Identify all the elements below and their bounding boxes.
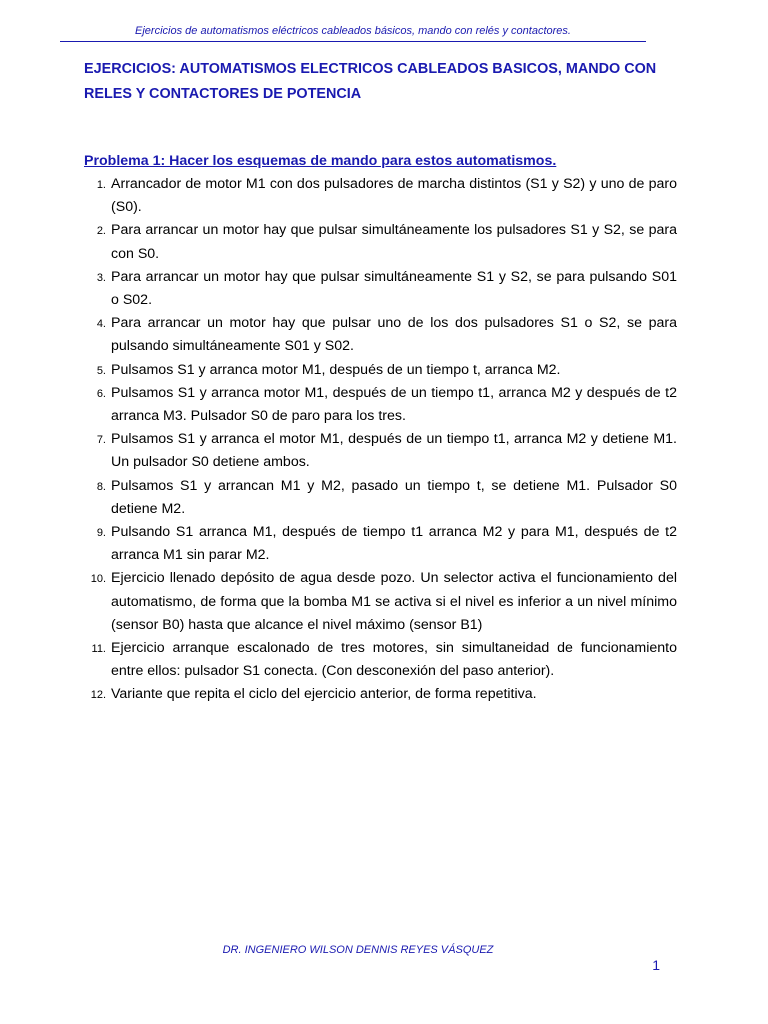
header-divider — [60, 41, 646, 42]
exercise-number: 3. — [96, 271, 106, 284]
exercise-number: 6. — [96, 387, 106, 400]
exercise-number: 11. — [91, 643, 106, 656]
problem-heading: Problema 1: Hacer los esquemas de mando para estos automatismos. — [84, 153, 557, 169]
exercise-number: 10. — [90, 573, 106, 586]
exercise-text: Para arrancar un motor hay que pulsar simultáneamente los pulsadores S1 y S2, se para con S0. — [111, 222, 677, 262]
exercise-text: Ejercicio arranque escalonado de tres motores, sin simultaneidad de funcionamiento entre ellos: pulsador S1 conecta. (Con desconexión del paso anterior). — [111, 640, 677, 680]
exercise-text: Pulsamos S1 y arranca motor M1, después de un tiempo t1, arranca M2 y después de t2 arranca M3. Pulsador S0 de paro para los tres. — [111, 384, 677, 425]
exercise-text: Pulsamos S1 y arranca motor M1, después de un tiempo t, arranca M2. — [111, 361, 561, 378]
exercise-number: 1. — [96, 179, 106, 191]
exercise-item-9 — [84, 521, 677, 567]
document-title: EJERCICIOS: AUTOMATISMOS ELECTRICOS CABLEADOS BASICOS, MANDO CON RELES Y CONTACTORES DE POTENCIA — [84, 61, 657, 102]
exercise-text: Pulsamos S1 y arrancan M1 y M2, pasado un tiempo t, se detiene M1. Pulsador S0 detiene M2. — [111, 477, 677, 517]
exercise-text: Ejercicio llenado depósito de agua desde pozo. Un selector activa el funcionamiento del automatismo, de forma que la bomba M1 se activa si el nivel es inferior a un nivel mínimo (sensor B0) hasta que alcance el nivel máximo (sensor B1) — [111, 570, 677, 633]
exercise-text: Variante que repita el ciclo del ejercicio anterior, de forma repetitiva. — [111, 686, 537, 703]
footer-author: DR. INGENIERO WILSON DENNIS REYES VÁSQUEZ — [222, 944, 494, 956]
exercise-text: Para arrancar un motor hay que pulsar simultáneamente S1 y S2, se para pulsando S01 o S02. — [111, 268, 677, 309]
exercise-item-10 — [84, 567, 677, 637]
exercise-number: 7. — [96, 434, 106, 447]
exercise-item-3 — [84, 266, 677, 312]
exercise-item-11 — [84, 637, 677, 683]
page-number: 1 — [652, 957, 660, 973]
exercise-number: 9. — [96, 527, 106, 540]
exercise-item-6 — [84, 382, 677, 428]
exercise-item-5 — [84, 359, 677, 382]
exercise-item-4 — [84, 312, 677, 358]
exercise-number: 12. — [90, 689, 106, 702]
exercise-number: 2. — [96, 225, 106, 238]
running-header: Ejercicios de automatismos eléctricos cableados básicos, mando con relés y contactores. — [135, 25, 571, 37]
exercise-item-2 — [84, 219, 677, 265]
exercise-number: 5. — [96, 364, 106, 377]
exercise-number: 8. — [96, 480, 106, 493]
exercise-text: Para arrancar un motor hay que pulsar uno de los dos pulsadores S1 o S2, se para pulsando simultáneamente S01 y S02. — [111, 315, 677, 355]
exercise-item-7 — [84, 428, 677, 474]
exercise-list — [84, 173, 677, 707]
exercise-text: Pulsamos S1 y arranca el motor M1, después de un tiempo t1, arranca M2 y detiene M1. Un pulsador S0 detiene ambos. — [111, 431, 677, 471]
exercise-text: Pulsando S1 arranca M1, después de tiempo t1 arranca M2 y para M1, después de t2 arranca M1 sin parar M2. — [111, 524, 677, 564]
exercise-item-12 — [84, 683, 677, 706]
exercise-item-8 — [84, 475, 677, 521]
exercise-item-1 — [84, 173, 677, 219]
exercise-text: Arrancador de motor M1 con dos pulsadores de marcha distintos (S1 y S2) y uno de paro (S0). — [111, 176, 677, 216]
exercise-number: 4. — [96, 318, 106, 331]
